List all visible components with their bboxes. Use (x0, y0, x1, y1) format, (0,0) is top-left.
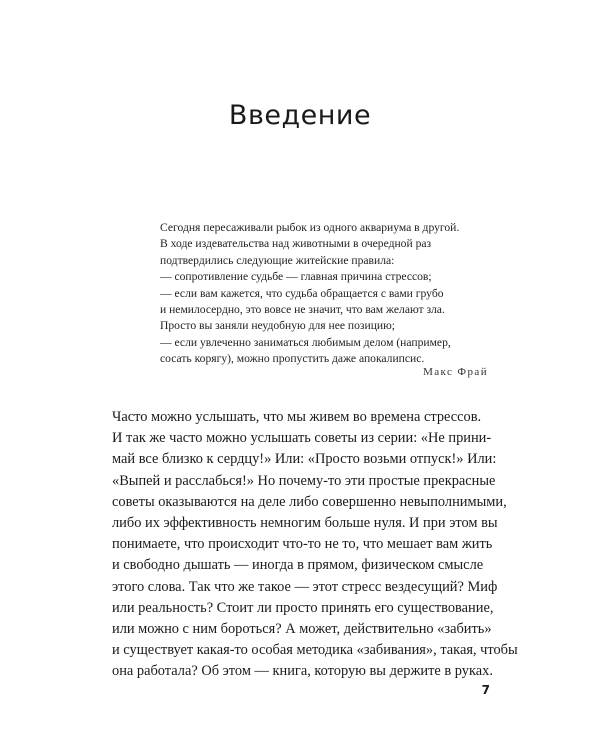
body-line: либо их эффективность немногим больше нуля. И при этом вы (112, 515, 498, 532)
body-line: или можно с ним бороться? А может, действительно «забить» (112, 621, 492, 638)
epigraph-author: Макс Фрай (423, 366, 488, 378)
body-line: «Выпей и расслабься!» Но почему-то эти простые прекрасные (112, 472, 496, 489)
body-line: или реальность? Стоит ли просто принять его существование, (112, 599, 494, 616)
body-paragraph (112, 407, 518, 683)
epigraph-line: сосать корягу), можно пропустить даже апокалипсис. (160, 352, 425, 366)
body-line: этого слова. Так что же такое — этот стресс вездесущий? Миф (112, 578, 498, 595)
body-line: Часто можно услышать, что мы живем во времена стрессов. (112, 409, 482, 425)
epigraph-line: подтвердились следующие житейские правила: (160, 253, 395, 267)
body-line: советы оказываются на деле либо совершенно невыполнимыми, (112, 493, 507, 510)
body-line: она работала? Об этом — книга, которую вы держите в руках. (112, 663, 493, 680)
body-line: и существует какая-то особая методика «забивания», такая, чтобы (112, 642, 518, 659)
epigraph-line: Сегодня пересаживали рыбок из одного аквариума в другой. (160, 221, 460, 234)
body-line: и свободно дышать — иногда в прямом, физическом смысле (112, 557, 484, 574)
epigraph (160, 220, 490, 368)
body-line: май все близко к сердцу!» Или: «Просто возьми отпуск!» Или: (112, 451, 497, 468)
epigraph-line: В ходе издевательства над животными в очередной раз (160, 237, 432, 251)
epigraph-line: — сопротивление судьбе — главная причина стрессов; (160, 270, 432, 284)
body-line: И так же часто можно услышать советы из серии: «Не прини- (112, 430, 492, 447)
chapter-title: Введение (228, 100, 372, 132)
epigraph-line: — если вам кажется, что судьба обращается с вами грубо (160, 286, 444, 300)
epigraph-line: и немилосердно, это вовсе не значит, что вам желают зла. (160, 303, 445, 317)
body-line: понимаете, что происходит что-то не то, что мешает вам жить (112, 536, 493, 553)
epigraph-line: Просто вы заняли неудобную для нее позицию; (160, 319, 395, 333)
page-number: 7 (481, 683, 490, 697)
epigraph-line: — если увлеченно заниматься любимым делом (например, (160, 335, 451, 349)
